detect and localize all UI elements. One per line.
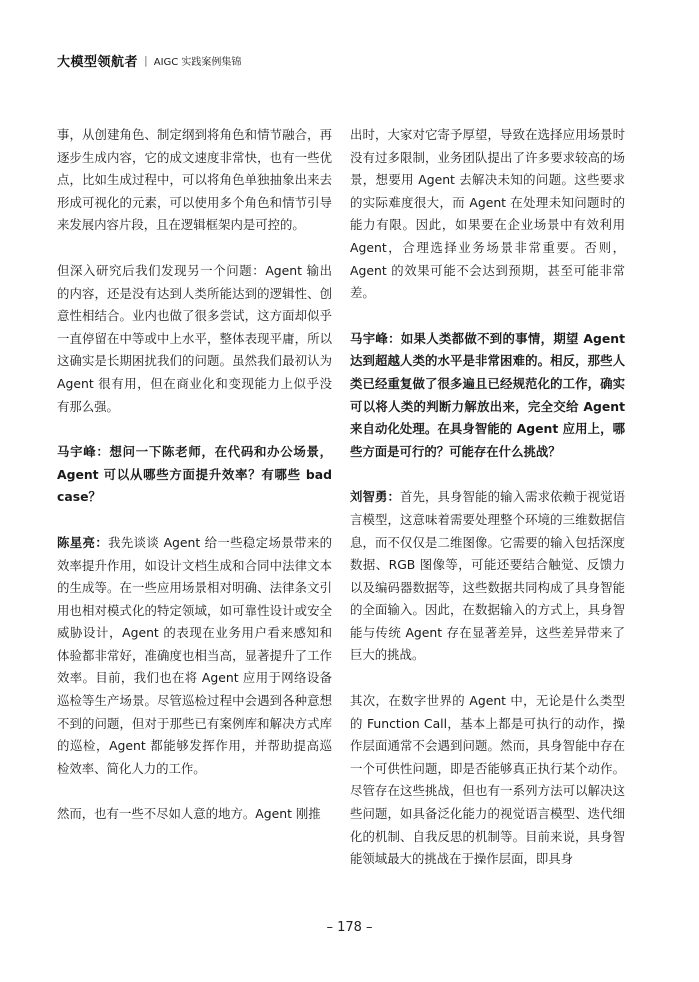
right-column [350, 124, 625, 894]
running-header [57, 51, 241, 70]
left-column [57, 124, 332, 849]
answer-text: 首先，具身智能的输入需求依赖于视觉语言模型，这意味着需要处理整个环境的三维数据信息，而不仅仅是二维图像。它需要的输入包括深度数据、RGB 图像等，可能还要结合触觉、反馈力以及编码器数据等，这些数据共同构成了具身智能的全面输入。因此，在数据输入的方式上，具身智能与传统 Agent 存在显著差异，这些差异带来了巨大的挑战。 [350, 489, 626, 663]
speaker-name: 刘智勇： [350, 489, 401, 505]
answer-paragraph [57, 532, 332, 781]
answer-text: 我先谈谈 Agent 给一些稳定场景带来的效率提升作用，如设计文档生成和合同中法律文本的生成等。在一些应用场景相对明确、法律条文引用也相对模式化的特定领域，如可靠性设计或安全威胁设计，Agent 的表现在业务用户看来感知和体验都非常好，准确度也相当高，显著提升了工作效率。目前，我们也在将 Agent 应用于网络设备巡检等生产场景。尽管巡检过程中会遇到各种意想不到的问题，但对于那些已有案例库和解决方式库的巡检，Agent 都能够发挥作用，并帮助提高巡检效率、简化人力的工作。 [57, 534, 332, 776]
paragraph: 出时，大家对它寄予厚望，导致在选择应用场景时没有过多限制，业务团队提出了许多要求较高的场景，想要用 Agent 去解决未知的问题。这些要求的实际难度很大，而 Agent 在处理未知问题时的能力有限。因此，如果要在企业场景中有效利用 Agent，合理选择业务场景非常重要。否则，Agent 的效果可能不会达到预期，甚至可能非常差。 [350, 127, 625, 301]
series-title: AIGC 实践案例集锦 [153, 57, 242, 68]
page-number: – 178 – [326, 920, 373, 935]
book-title: 大模型领航者 [57, 55, 139, 70]
speaker-name: 马宇峰： [350, 330, 401, 346]
header-separator: | [144, 54, 148, 67]
speaker-name: 马宇峰： [57, 444, 110, 460]
question-paragraph [350, 328, 625, 464]
paragraph: 事，从创建角色、制定纲到将角色和情节融合，再逐步生成内容，它的成文速度非常快，也有一些优点，比如生成过程中，可以将角色单独抽象出来去形成可视化的元素，可以使用多个角色和情节引导来发展内容片段，且在逻辑框架内是可控的。 [57, 127, 332, 233]
answer-paragraph [350, 486, 625, 667]
paragraph: 其次，在数字世界的 Agent 中，无论是什么类型的 Function Call，基本上都是可执行的动作，操作层面通常不会遇到问题。然而，具身智能中存在一个可供性问题，即是否能够真正执行某个动作。尽管存在这些挑战，但也有一系列方法可以解决这些问题，如具备泛化能力的视觉语言模型、迭代细化的机制、自我反思的机制等。目前来说，具身智能领域最大的挑战在于操作层面，即具身 [350, 693, 625, 867]
question-text: 想问一下陈老师，在代码和办公场景，Agent 可以从哪些方面提升效率？有哪些 bad case？ [57, 444, 333, 505]
paragraph: 但深入研究后我们发现另一个问题：Agent 输出的内容，还是没有达到人类所能达到的逻辑性、创意性相结合。业内也做了很多尝试，这方面却似乎一直停留在中等或中上水平，整体表现平庸，所以这确实是长期困扰我们的问题。虽然我们最初认为 Agent 很有用，但在商业化和变现能力上似乎没有那么强。 [57, 262, 332, 414]
question-paragraph [57, 441, 332, 509]
paragraph: 然而，也有一些不尽如人意的地方。Agent 刚推 [57, 806, 321, 822]
speaker-name: 陈星亮： [57, 534, 109, 550]
question-text: 如果人类都做不到的事情，期望 Agent 达到超越人类的水平是非常困难的。相反，那些人类已经重复做了很多遍且已经规范化的工作，确实可以将人类的判断力解放出来，完全交给 Agent 来自动化处理。在具身智能的 Agent 应用上，哪些方面是可行的？可能存在什么挑战？ [350, 330, 626, 459]
